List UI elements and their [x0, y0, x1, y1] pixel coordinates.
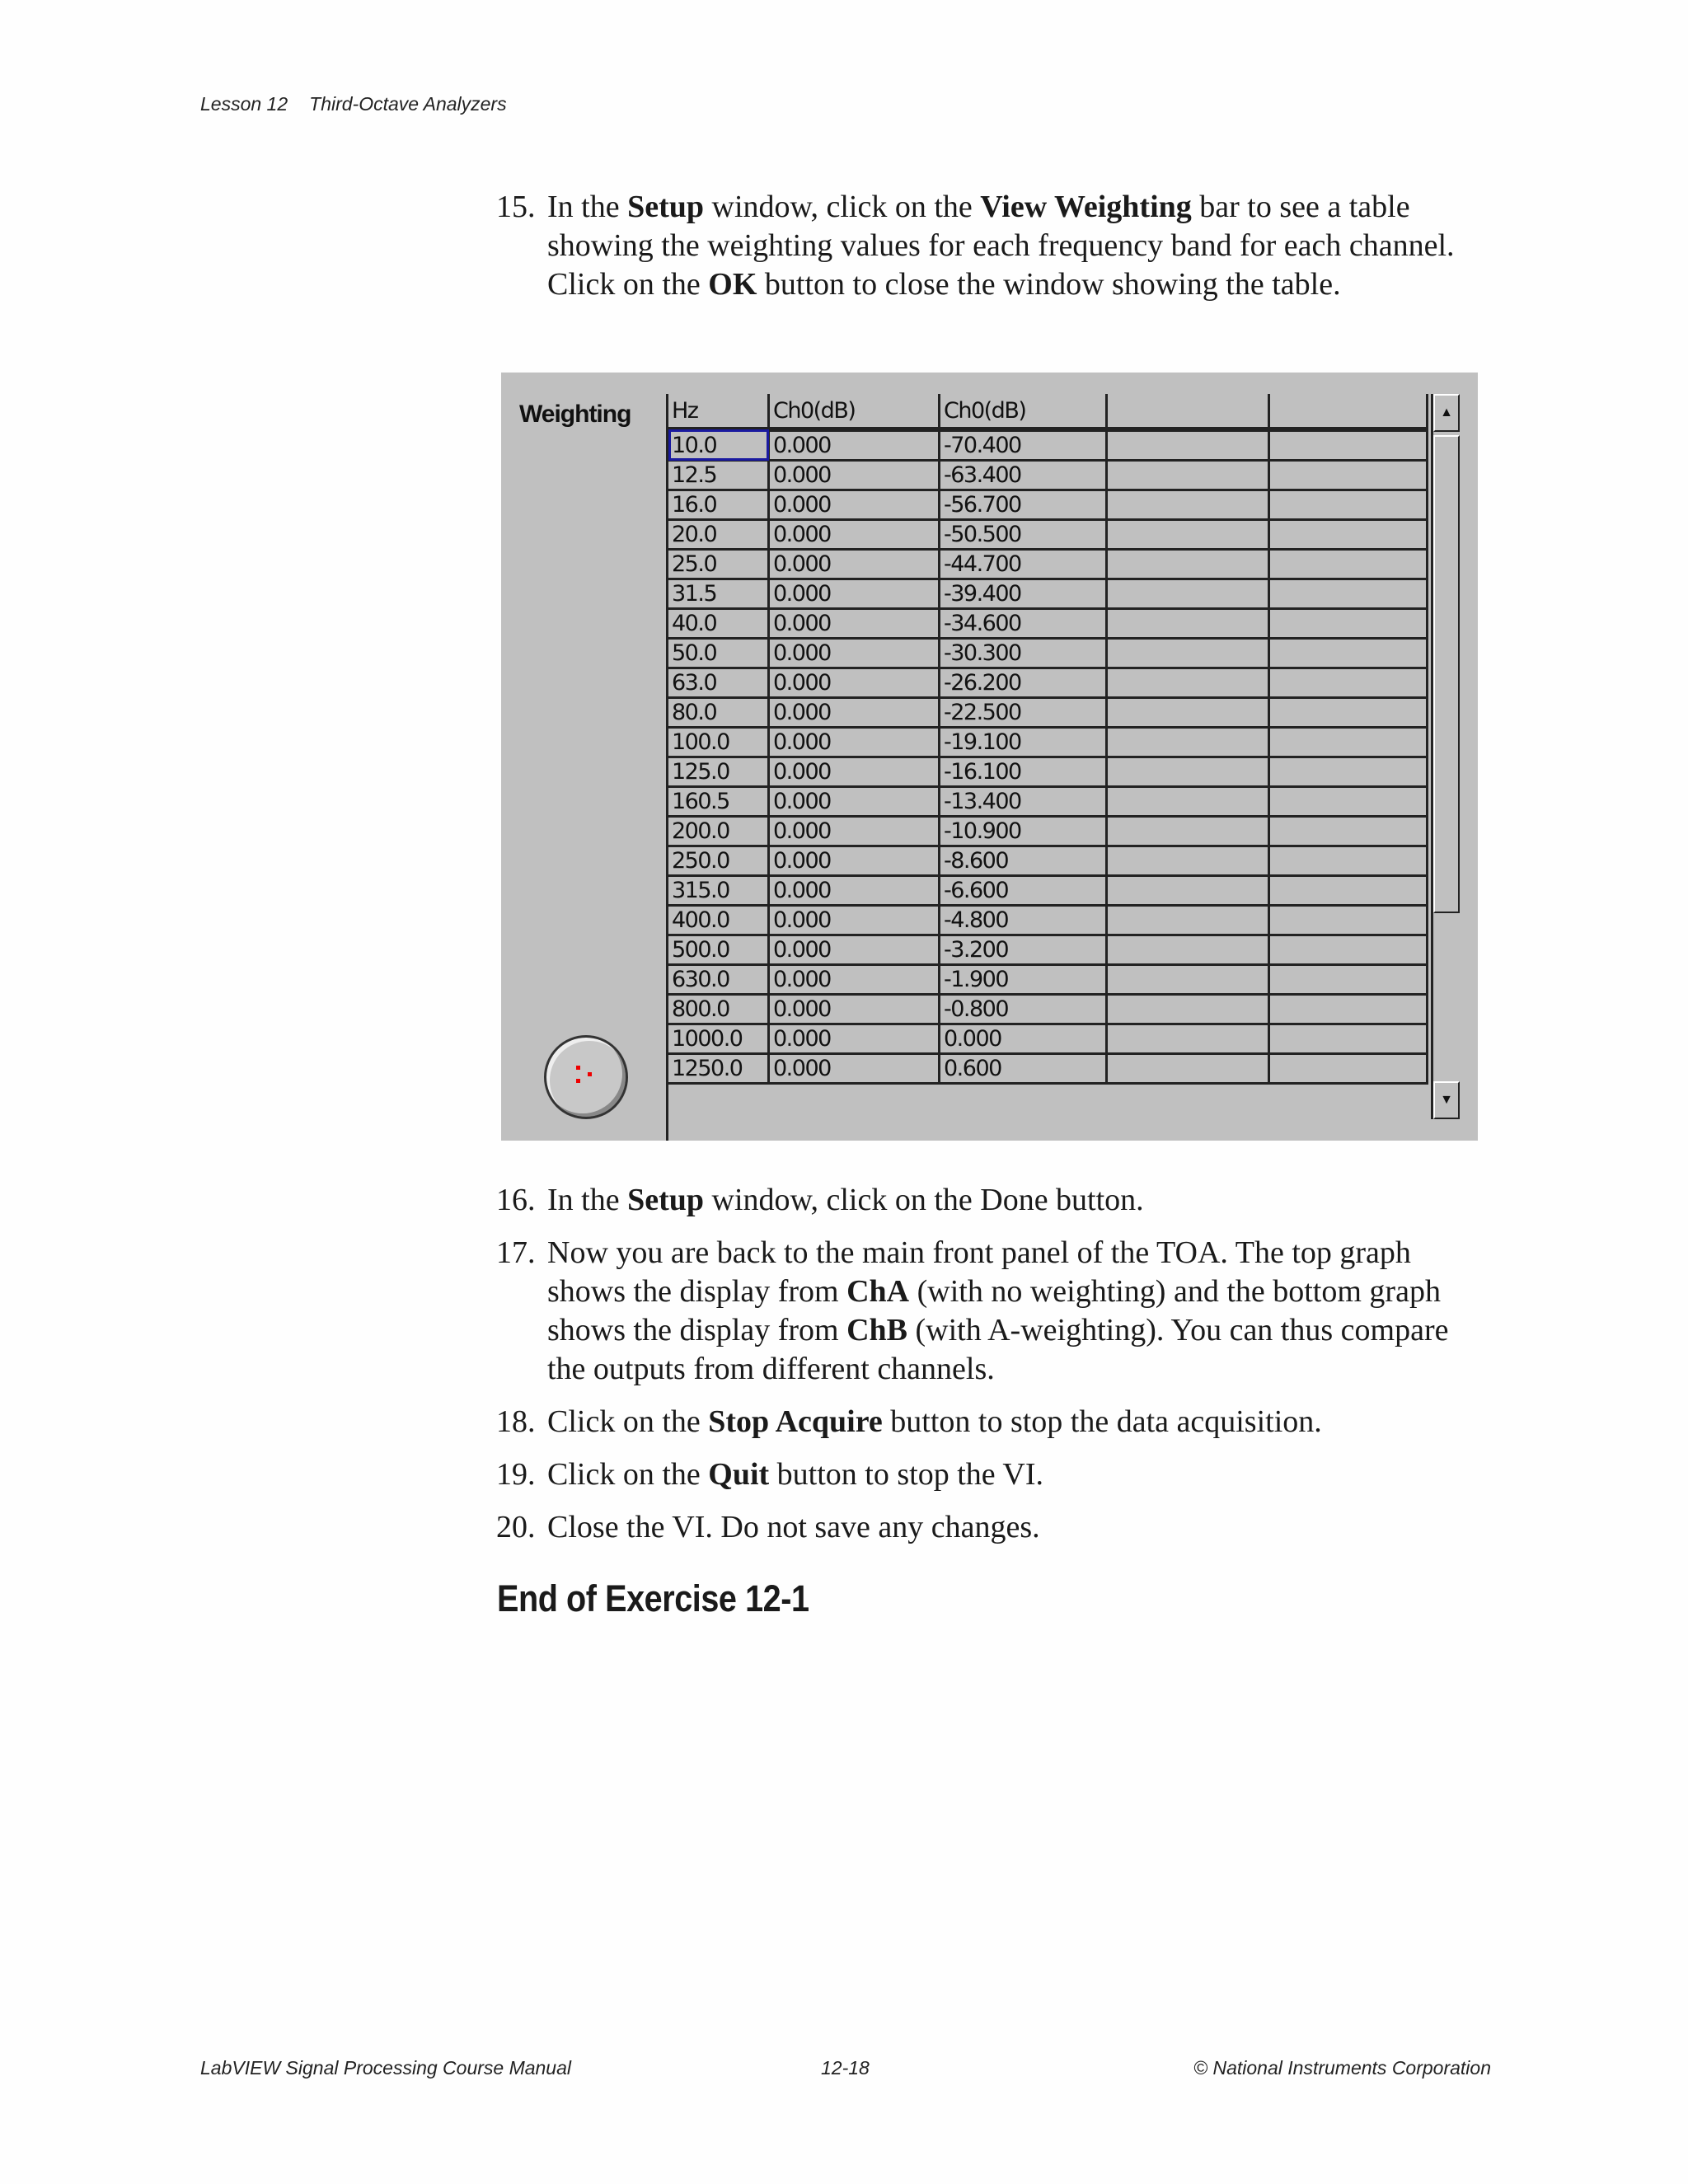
table-cell[interactable] [1107, 757, 1269, 787]
table-row[interactable] [668, 1024, 1428, 1054]
table-cell[interactable]: 100.0 [668, 728, 769, 757]
step-18: 18. Click on the Stop Acquire button to stop the data acquisition. [496, 1403, 1493, 1441]
table-cell[interactable] [1269, 757, 1428, 787]
table-cell[interactable] [1269, 817, 1428, 846]
table-cell[interactable]: 0.000 [769, 935, 940, 965]
table-row[interactable] [668, 668, 1428, 698]
table-cell[interactable] [1107, 728, 1269, 757]
table-row[interactable] [668, 906, 1428, 935]
table-cell[interactable]: 500.0 [668, 935, 769, 965]
table-cell[interactable]: 0.000 [769, 876, 940, 906]
footer-page-number: 12-18 [821, 2057, 870, 2079]
table-cell[interactable] [1107, 429, 1269, 461]
table-cell[interactable]: 25.0 [668, 550, 769, 579]
table-cell[interactable]: 315.0 [668, 876, 769, 906]
table-cell[interactable]: 0.000 [769, 550, 940, 579]
table-cell[interactable] [1107, 579, 1269, 609]
cha-term: ChA [846, 1274, 910, 1309]
weighting-screenshot [501, 373, 1478, 1141]
table-cell[interactable]: 0.000 [769, 965, 940, 995]
table-cell[interactable]: -1.900 [940, 965, 1107, 995]
table-cell[interactable]: -19.100 [940, 728, 1107, 757]
table-cell[interactable] [1107, 639, 1269, 668]
table-cell[interactable] [1107, 935, 1269, 965]
table-cell[interactable]: 12.5 [668, 461, 769, 490]
header-lesson: Lesson 12 [200, 93, 288, 115]
table-cell[interactable] [1269, 876, 1428, 906]
table-cell[interactable] [1107, 965, 1269, 995]
running-header [200, 93, 507, 115]
table-cell[interactable]: 0.000 [769, 520, 940, 550]
table-cell[interactable]: 80.0 [668, 698, 769, 728]
column-header: Ch0(dB) [769, 394, 940, 429]
table-row[interactable] [668, 757, 1428, 787]
vertical-scrollbar[interactable] [1431, 394, 1460, 1119]
table-cell[interactable] [1269, 550, 1428, 579]
table-cell[interactable] [1107, 520, 1269, 550]
step-16: 16. In the Setup window, click on the Done button. [496, 1181, 1493, 1220]
table-cell[interactable]: 0.000 [769, 728, 940, 757]
table-cell[interactable] [1269, 906, 1428, 935]
weighting-label: Weighting [519, 401, 631, 428]
table-cell[interactable] [1107, 609, 1269, 639]
table-cell[interactable] [1269, 668, 1428, 698]
weighting-table [668, 394, 1428, 1085]
table-cell[interactable]: 800.0 [668, 995, 769, 1024]
column-header: Hz [668, 394, 769, 429]
ok-term: OK [708, 267, 757, 302]
table-cell[interactable]: -70.400 [940, 429, 1107, 461]
table-cell[interactable] [1269, 579, 1428, 609]
step-number: 15. [496, 190, 536, 224]
table-cell[interactable]: -3.200 [940, 935, 1107, 965]
table-cell[interactable]: -30.300 [940, 639, 1107, 668]
table-cell[interactable] [1269, 1024, 1428, 1054]
scroll-thumb[interactable] [1433, 435, 1460, 913]
table-cell[interactable]: -26.200 [940, 668, 1107, 698]
table-cell[interactable] [1107, 461, 1269, 490]
table-cell[interactable]: 31.5 [668, 579, 769, 609]
table-cell[interactable]: 0.000 [769, 639, 940, 668]
table-cell[interactable]: 0.000 [769, 698, 940, 728]
table-cell[interactable]: 0.000 [769, 906, 940, 935]
table-cell[interactable] [1269, 935, 1428, 965]
table-cell[interactable]: 40.0 [668, 609, 769, 639]
table-row[interactable] [668, 1054, 1428, 1084]
step-number: 19. [496, 1457, 536, 1492]
table-cell[interactable]: 1000.0 [668, 1024, 769, 1054]
table-row[interactable] [668, 550, 1428, 579]
footer-right: © National Instruments Corporation [1193, 2057, 1491, 2079]
table-cell[interactable]: -50.500 [940, 520, 1107, 550]
column-header [1107, 394, 1269, 429]
table-cell[interactable]: 1250.0 [668, 1054, 769, 1084]
table-cell[interactable]: -4.800 [940, 906, 1107, 935]
step-19: 19. Click on the Quit button to stop the VI. [496, 1455, 1493, 1494]
table-row[interactable] [668, 995, 1428, 1024]
table-cell[interactable]: 0.000 [769, 668, 940, 698]
step-17: 17. Now you are back to the main front panel of the TOA. The top graph shows the display from ChA (with no weighting) and the bottom graph shows the display from ChB (with A-weighting). You can thus compare the outputs from different channels. [496, 1235, 1449, 1386]
table-cell[interactable]: -13.400 [940, 787, 1107, 817]
table-cell[interactable] [1269, 728, 1428, 757]
table-cell[interactable]: 0.000 [769, 429, 940, 461]
table-cell[interactable] [1107, 787, 1269, 817]
scroll-down-icon[interactable]: ▼ [1433, 1081, 1460, 1119]
table-cell[interactable]: 10.0 [668, 429, 769, 461]
table-cell[interactable] [1107, 995, 1269, 1024]
table-cell[interactable] [1107, 1054, 1269, 1084]
knob-icon[interactable] [544, 1035, 628, 1119]
table-cell[interactable]: 0.000 [769, 846, 940, 876]
table-cell[interactable] [1107, 1024, 1269, 1054]
footer-left: LabVIEW Signal Processing Course Manual [200, 2057, 572, 2079]
table-cell[interactable]: 0.600 [940, 1054, 1107, 1084]
table-cell[interactable] [1107, 846, 1269, 876]
table-row[interactable] [668, 935, 1428, 965]
table-cell[interactable]: 0.000 [769, 1054, 940, 1084]
weighting-table-container [666, 394, 1460, 1141]
table-row[interactable] [668, 965, 1428, 995]
table-cell[interactable] [1269, 490, 1428, 520]
table-cell[interactable]: -0.800 [940, 995, 1107, 1024]
view-weighting-term: View Weighting [980, 190, 1192, 224]
end-of-exercise-heading: End of Exercise 12-1 [497, 1577, 809, 1619]
table-cell[interactable]: 250.0 [668, 846, 769, 876]
setup-term: Setup [627, 1183, 704, 1217]
table-cell[interactable]: -34.600 [940, 609, 1107, 639]
table-cell[interactable]: 0.000 [769, 787, 940, 817]
table-row[interactable] [668, 698, 1428, 728]
table-row[interactable] [668, 579, 1428, 609]
column-header: Ch0(dB) [940, 394, 1107, 429]
step-number: 17. [496, 1235, 536, 1270]
column-header [1269, 394, 1428, 429]
table-cell[interactable]: -22.500 [940, 698, 1107, 728]
quit-term: Quit [708, 1457, 770, 1492]
table-cell[interactable]: 0.000 [940, 1024, 1107, 1054]
table-row[interactable] [668, 846, 1428, 876]
table-row[interactable] [668, 817, 1428, 846]
table-cell[interactable]: -39.400 [940, 579, 1107, 609]
table-cell[interactable] [1269, 698, 1428, 728]
table-row[interactable] [668, 609, 1428, 639]
table-cell[interactable] [1107, 550, 1269, 579]
table-cell[interactable]: 160.5 [668, 787, 769, 817]
table-cell[interactable] [1269, 846, 1428, 876]
table-cell[interactable]: 63.0 [668, 668, 769, 698]
steps-list-bottom [496, 1181, 1493, 1561]
setup-term: Setup [627, 190, 704, 224]
table-cell[interactable] [1107, 698, 1269, 728]
table-cell[interactable]: -6.600 [940, 876, 1107, 906]
table-cell[interactable] [1269, 787, 1428, 817]
table-cell[interactable]: 0.000 [769, 757, 940, 787]
table-header-row [668, 394, 1428, 429]
table-cell[interactable]: 20.0 [668, 520, 769, 550]
table-cell[interactable]: 0.000 [769, 995, 940, 1024]
table-cell[interactable]: 200.0 [668, 817, 769, 846]
table-cell[interactable] [1107, 876, 1269, 906]
table-cell[interactable]: 630.0 [668, 965, 769, 995]
table-cell[interactable] [1269, 1054, 1428, 1084]
steps-list-top [496, 188, 1493, 304]
step-number: 18. [496, 1404, 536, 1439]
table-cell[interactable] [1269, 995, 1428, 1024]
stop-acquire-term: Stop Acquire [708, 1404, 883, 1439]
table-cell[interactable]: 125.0 [668, 757, 769, 787]
table-cell[interactable]: 0.000 [769, 817, 940, 846]
table-row[interactable] [668, 461, 1428, 490]
table-cell[interactable]: -8.600 [940, 846, 1107, 876]
header-title: Third-Octave Analyzers [309, 93, 507, 115]
table-cell[interactable]: 400.0 [668, 906, 769, 935]
table-cell[interactable] [1269, 520, 1428, 550]
step-15: 15. In the Setup window, click on the View Weighting bar to see a table showing the weighting values for each frequency band for each channel. Click on the OK button to close the window showing the table. [496, 190, 1455, 302]
table-cell[interactable]: 0.000 [769, 461, 940, 490]
table-cell[interactable] [1269, 609, 1428, 639]
table-cell[interactable]: -16.100 [940, 757, 1107, 787]
table-row[interactable] [668, 728, 1428, 757]
step-number: 20. [496, 1510, 536, 1544]
table-cell[interactable] [1107, 817, 1269, 846]
table-cell[interactable] [1269, 429, 1428, 461]
table-cell[interactable]: -56.700 [940, 490, 1107, 520]
table-cell[interactable]: -44.700 [940, 550, 1107, 579]
table-cell[interactable]: 0.000 [769, 579, 940, 609]
table-cell[interactable]: 0.000 [769, 490, 940, 520]
table-cell[interactable] [1107, 668, 1269, 698]
table-cell[interactable]: -10.900 [940, 817, 1107, 846]
step-20: 20. Close the VI. Do not save any changes. [496, 1508, 1493, 1547]
table-row[interactable] [668, 429, 1428, 461]
table-row[interactable] [668, 520, 1428, 550]
table-cell[interactable]: -63.400 [940, 461, 1107, 490]
table-cell[interactable] [1269, 965, 1428, 995]
table-cell[interactable]: 0.000 [769, 609, 940, 639]
table-cell[interactable] [1269, 461, 1428, 490]
scroll-up-icon[interactable]: ▲ [1433, 394, 1460, 432]
table-cell[interactable] [1269, 639, 1428, 668]
table-row[interactable] [668, 787, 1428, 817]
table-cell[interactable] [1107, 906, 1269, 935]
step-number: 16. [496, 1183, 536, 1217]
table-row[interactable] [668, 876, 1428, 906]
table-cell[interactable]: 0.000 [769, 1024, 940, 1054]
table-cell[interactable]: 50.0 [668, 639, 769, 668]
table-cell[interactable] [1107, 490, 1269, 520]
table-row[interactable] [668, 490, 1428, 520]
table-row[interactable] [668, 639, 1428, 668]
chb-term: ChB [846, 1313, 907, 1347]
table-cell[interactable]: 16.0 [668, 490, 769, 520]
